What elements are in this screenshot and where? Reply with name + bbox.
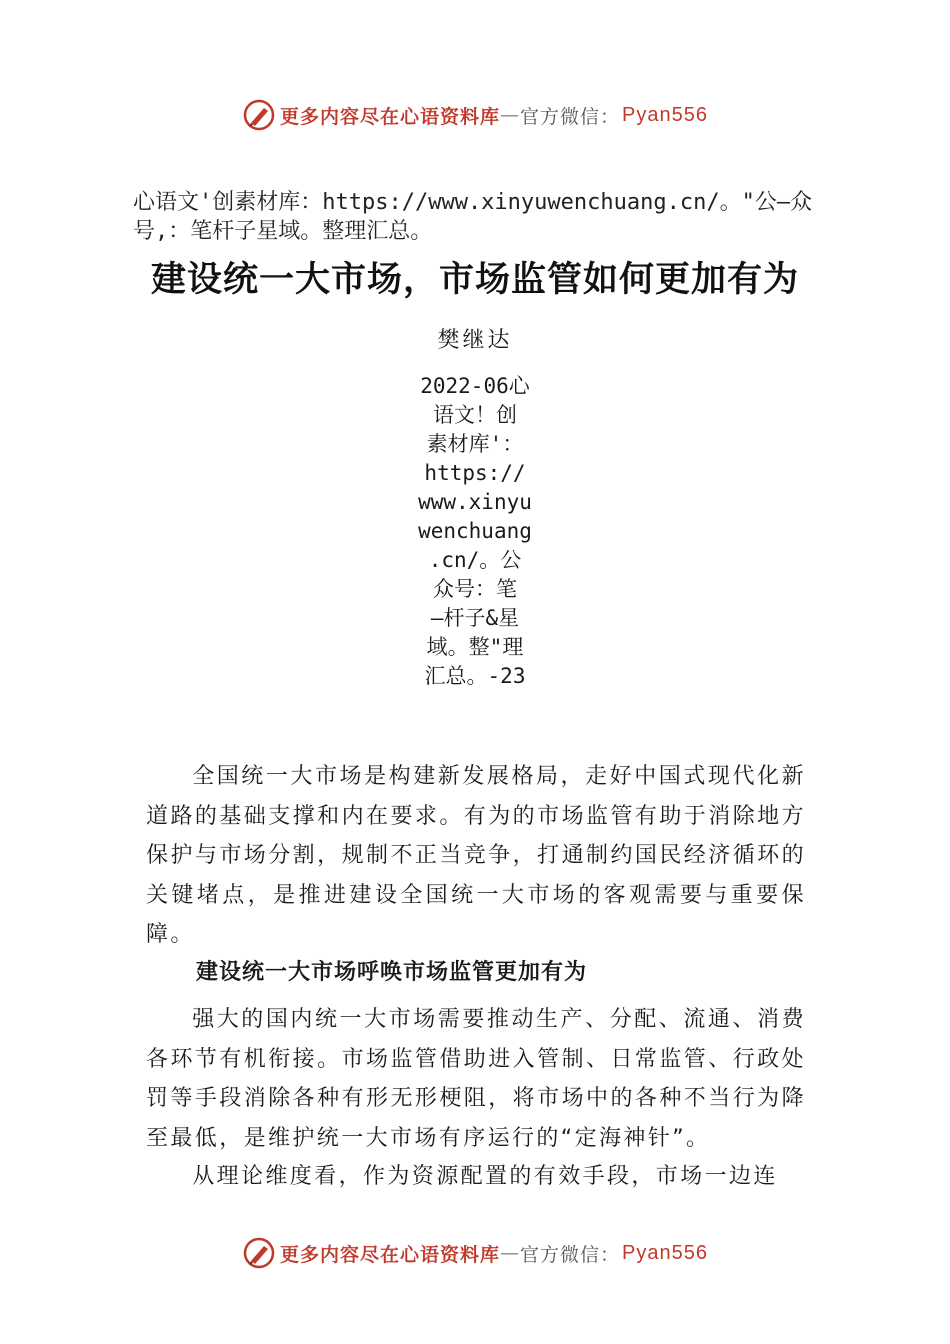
meta-line: 域。整"理 bbox=[426, 635, 524, 659]
article-meta bbox=[413, 372, 537, 691]
source-note: 心语文'创素材库：https://www.xinyuwenchuang.cn/。"公—众号,：笔杆子星域。整理汇总。 bbox=[133, 190, 813, 244]
meta-line: .cn/。公 bbox=[428, 548, 522, 572]
banner-wechat-id: Pyan556 bbox=[622, 1241, 708, 1264]
banner-dash: — bbox=[500, 104, 521, 126]
meta-line: 语文！创 bbox=[433, 403, 517, 427]
article-title: 建设统一大市场，市场监管如何更加有为 bbox=[150, 259, 799, 300]
pen-logo-icon bbox=[242, 98, 276, 132]
header-banner bbox=[0, 95, 950, 135]
meta-line: —杆子&星 bbox=[430, 606, 520, 630]
meta-line: 汇总。-23 bbox=[424, 664, 526, 688]
banner-label: 官方微信： bbox=[520, 1243, 621, 1266]
meta-line: 素材库'： bbox=[426, 432, 524, 456]
banner-label: 官方微信： bbox=[520, 105, 621, 128]
section-heading: 建设统一大市场呼唤市场监管更加有为 bbox=[196, 960, 588, 985]
footer-banner bbox=[0, 1233, 950, 1273]
banner-brand: 更多内容尽在心语资料库 bbox=[280, 1243, 501, 1266]
banner-dash: — bbox=[500, 1242, 521, 1264]
pen-logo-icon bbox=[242, 1236, 276, 1270]
banner-brand: 更多内容尽在心语资料库 bbox=[280, 105, 501, 128]
body-paragraph-1: 全国统一大市场是构建新发展格局，走好中国式现代化新道路的基础支撑和内在要求。有为的市场监管有助于消除地方保护与市场分割，规制不正当竞争，打通制约国民经济循环的关键堵点，是推进建设全国统一大市场的客观需要与重要保障。 bbox=[146, 764, 806, 947]
banner-wechat-id: Pyan556 bbox=[622, 103, 708, 126]
meta-line: https:// bbox=[424, 461, 526, 485]
meta-line: 2022-06心 bbox=[420, 374, 530, 398]
meta-line: 众号：笔 bbox=[433, 577, 517, 601]
meta-line: www.xinyu bbox=[418, 490, 532, 514]
article-author: 樊继达 bbox=[437, 328, 513, 353]
body-paragraph-2: 强大的国内统一大市场需要推动生产、分配、流通、消费各环节有机衔接。市场监管借助进入管制、日常监管、行政处罚等手段消除各种有形无形梗阻，将市场中的各种不当行为降至最低，是维护统一大市场有序运行的“定海神针”。 bbox=[146, 1007, 806, 1151]
body-paragraph-3: 从理论维度看，作为资源配置的有效手段，市场一边连 bbox=[192, 1164, 778, 1189]
meta-line: wenchuang bbox=[418, 519, 532, 543]
